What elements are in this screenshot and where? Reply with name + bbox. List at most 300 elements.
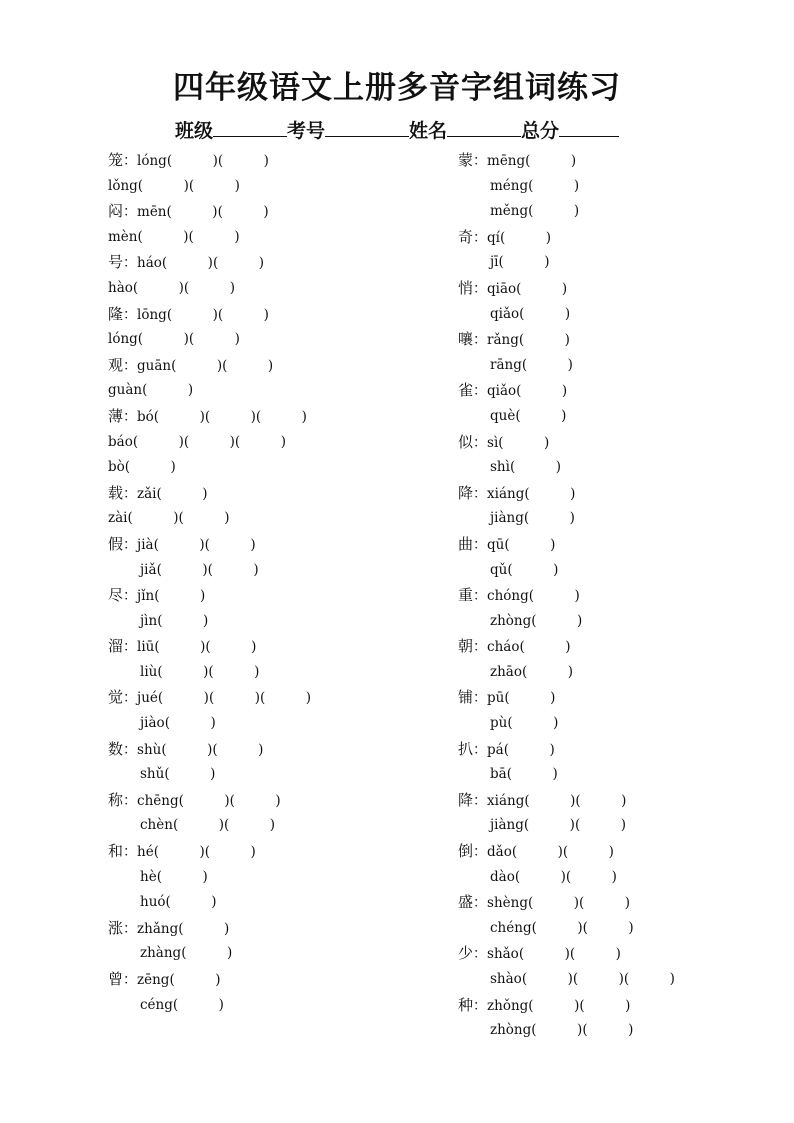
exercise-row [458,506,675,532]
separator: ： [473,741,488,758]
exercise-row [458,276,675,302]
exercise-row [108,813,311,839]
answer-blank[interactable]: ( ) [208,690,260,707]
answer-blank[interactable]: ( ) [498,254,550,271]
exercise-row [108,967,311,993]
pinyin-text: mēn [137,204,167,221]
exercise-row [458,916,675,942]
pinyin-text: hào [108,279,133,296]
answer-blank[interactable]: ( ) [127,510,179,527]
pinyin-text: shù [137,741,162,758]
separator: ： [473,997,488,1014]
pinyin-text: zhāo [490,663,522,680]
polyphone-character: 种 [458,995,474,1014]
pinyin-text: jué [137,690,158,707]
pinyin-text: liū [137,639,155,656]
polyphone-character: 蒙 [458,151,474,169]
polyphone-character: 盛 [458,893,474,912]
pinyin-text: chóng [487,588,529,605]
exercise-row [458,250,675,276]
polyphone-character: 觉 [108,688,124,707]
answer-blank[interactable]: ( ) [229,792,281,809]
exercise-row [108,455,311,481]
answer-blank[interactable]: ( ) [137,331,189,348]
exercise-row [458,583,675,609]
pinyin-text: sì [487,434,499,451]
fill-blank-line[interactable] [447,118,521,137]
separator: ： [123,408,138,425]
pinyin-text: pū [487,690,505,707]
answer-blank[interactable]: ( ) [161,741,213,758]
answer-blank[interactable]: ( ) [565,868,617,885]
answer-blank[interactable]: ( ) [161,255,213,272]
pinyin-text: qiǎo [490,305,520,322]
answer-blank[interactable]: ( ) [499,229,552,246]
pinyin-text: méng [490,177,529,194]
answer-blank[interactable]: ( ) [222,357,274,374]
answer-blank[interactable]: ( ) [154,588,206,605]
polyphone-character: 曾 [108,970,124,988]
polyphone-character: 载 [108,483,124,502]
separator: ： [123,792,138,809]
exercise-row [108,788,311,814]
exercise-row [108,353,311,379]
polyphone-character: 涨 [108,918,124,937]
answer-blank[interactable]: ( ) [212,741,264,758]
exercise-row [458,1018,675,1044]
answer-blank[interactable]: ( ) [217,204,269,221]
separator: ： [123,639,138,656]
answer-blank[interactable]: ( ) [132,433,184,450]
pinyin-text: shǔ [140,766,165,783]
polyphone-character: 数 [108,739,124,758]
pinyin-text: pù [490,715,508,732]
pinyin-text: zhǒng [487,997,529,1014]
pinyin-text: rǎng [487,332,519,349]
answer-blank[interactable]: ( ) [524,485,576,502]
answer-blank[interactable]: ( ) [523,510,575,527]
pinyin-text: dǎo [487,844,512,861]
answer-blank[interactable]: ( ) [582,1022,634,1039]
answer-blank[interactable]: ( ) [204,536,256,553]
separator: ： [123,255,138,272]
pinyin-text: jī [490,254,499,271]
polyphone-character: 嚷 [458,330,474,349]
answer-blank[interactable]: ( ) [572,971,624,987]
pinyin-text: lōng [137,306,167,323]
separator: ： [473,792,488,809]
answer-blank[interactable]: ( ) [224,817,276,834]
answer-blank[interactable]: ( ) [509,459,561,476]
pinyin-text: lǒng [108,177,138,194]
pinyin-text: qí [487,229,500,246]
pinyin-text: zhòng [490,1022,532,1039]
answer-blank[interactable]: ( ) [528,997,580,1014]
separator: ： [473,536,488,553]
answer-blank[interactable]: ( ) [519,639,571,656]
separator: ： [473,690,488,707]
pinyin-text: guàn [108,382,143,399]
separator: ： [123,204,138,221]
pinyin-text: pá [487,741,504,758]
answer-blank[interactable]: ( ) [183,279,235,296]
answer-blank[interactable]: ( ) [183,433,235,450]
pinyin-text: xiáng [487,792,525,809]
answer-blank[interactable]: ( ) [188,228,240,245]
pinyin-text: dào [490,868,515,885]
polyphone-character: 曲 [458,534,474,553]
separator: ： [473,332,488,349]
separator: ： [123,153,138,169]
exercise-row [458,685,675,711]
pinyin-text: chèn [140,817,173,834]
answer-blank[interactable]: ( ) [156,485,208,502]
answer-blank[interactable]: ( ) [514,868,566,885]
exercise-row [108,506,311,532]
polyphone-character: 和 [108,842,124,861]
answer-blank[interactable]: ( ) [579,997,631,1014]
separator: ： [123,357,138,374]
pinyin-text: xiáng [487,485,525,502]
polyphone-character: 假 [108,534,124,553]
answer-blank[interactable]: ( ) [523,817,575,834]
exercise-row [458,404,675,430]
answer-blank[interactable]: ( ) [518,946,570,963]
exercise-row [458,174,675,200]
polyphone-character: 重 [458,586,474,605]
exercise-row [108,583,311,609]
pinyin-text: rāng [490,356,522,373]
exercise-row [458,762,675,788]
answer-blank[interactable]: ( ) [511,844,563,861]
polyphone-character: 闷 [108,202,124,221]
pinyin-text: jiàng [490,817,524,834]
polyphone-character: 尽 [108,586,124,605]
answer-blank[interactable]: ( ) [531,612,583,629]
answer-blank[interactable]: ( ) [156,868,208,885]
answer-blank[interactable]: ( ) [165,894,217,911]
pinyin-text: zhòng [490,612,532,629]
exercise-row [458,634,675,660]
exercise-row [458,430,675,456]
pinyin-text: shǎo [487,946,519,963]
exercise-row [108,276,311,302]
answer-blank[interactable]: ( ) [205,639,257,656]
fill-blank-line[interactable] [559,118,619,137]
pinyin-text: hé [137,844,154,861]
exercise-row [458,839,675,865]
separator: ： [473,895,488,912]
polyphone-character: 称 [108,790,124,809]
pinyin-text: hè [140,868,157,885]
pinyin-text: bò [108,459,125,476]
exercise-row [108,532,311,558]
pinyin-text: háo [137,255,162,272]
separator: ： [123,690,138,707]
separator: ： [123,844,138,861]
pinyin-text: mēng [487,153,526,169]
answer-blank[interactable]: ( ) [528,177,580,194]
answer-blank[interactable]: ( ) [166,306,218,323]
exercise-row [108,378,311,404]
answer-blank[interactable]: ( ) [178,920,230,937]
exercise-row [108,558,311,584]
answer-blank[interactable]: ( ) [208,663,260,680]
answer-blank[interactable]: ( ) [217,153,269,169]
exercise-row [458,967,675,993]
exercise-row [458,353,675,379]
pinyin-text: zēng [137,972,170,988]
exercise-row [108,302,311,328]
exercise-row [458,813,675,839]
answer-blank[interactable]: ( ) [234,433,286,450]
answer-blank[interactable]: ( ) [579,895,631,912]
exercise-row [458,711,675,737]
exercise-row [458,737,675,763]
answer-blank[interactable]: ( ) [172,817,224,834]
pinyin-text: měng [490,203,529,220]
answer-blank[interactable]: ( ) [521,971,573,987]
answer-blank[interactable]: ( ) [188,177,240,194]
exercise-row [108,199,311,225]
exercise-row [108,890,311,916]
answer-blank[interactable]: ( ) [178,510,230,527]
exercise-row [458,455,675,481]
polyphone-character: 降 [458,790,474,809]
pinyin-text: zǎi [137,485,157,502]
answer-blank[interactable]: ( ) [207,561,259,578]
answer-blank[interactable]: ( ) [562,844,614,861]
polyphone-character: 雀 [458,381,474,400]
answer-blank[interactable]: ( ) [569,946,621,963]
exercise-row [108,941,311,967]
answer-blank[interactable]: ( ) [157,690,209,707]
pinyin-text: qiāo [487,280,517,297]
exercise-row [458,378,675,404]
right-column [458,148,675,1044]
answer-blank[interactable]: ( ) [521,356,573,373]
polyphone-character: 号 [108,253,124,272]
separator: ： [473,844,488,861]
separator: ： [473,383,488,400]
answer-blank[interactable]: ( ) [525,153,577,169]
answer-blank[interactable]: ( ) [166,153,218,169]
pinyin-text: jiǎ [140,561,157,578]
answer-blank[interactable]: ( ) [153,844,205,861]
pinyin-text: zài [108,510,128,527]
exercise-row [108,711,311,737]
polyphone-character: 奇 [458,227,474,246]
separator: ： [123,485,138,502]
pinyin-text: qǔ [490,561,508,578]
answer-blank[interactable]: ( ) [518,332,570,349]
exercise-row [108,762,311,788]
answer-blank[interactable]: ( ) [516,383,568,400]
exercise-row [108,685,311,711]
answer-blank[interactable]: ( ) [142,382,194,399]
answer-blank[interactable]: ( ) [255,408,307,425]
polyphone-character: 观 [108,355,124,374]
pinyin-text: céng [140,996,173,1013]
answer-blank[interactable]: ( ) [157,663,209,680]
answer-blank[interactable]: ( ) [212,255,264,272]
answer-blank[interactable]: ( ) [164,766,216,783]
pinyin-text: qū [487,536,505,553]
pinyin-text: jiàng [490,510,524,527]
pinyin-text: jìn [140,612,158,629]
answer-blank[interactable]: ( ) [154,639,206,656]
answer-blank[interactable]: ( ) [519,305,571,322]
answer-blank[interactable]: ( ) [166,204,218,221]
separator: ： [473,153,488,169]
page-title: 四年级语文上册多音字组词练习 [173,70,621,106]
answer-blank[interactable]: ( ) [124,459,176,476]
exercise-row [108,634,311,660]
exercise-row [108,148,311,174]
separator: ： [473,588,488,605]
answer-blank[interactable]: ( ) [507,715,559,732]
answer-blank[interactable]: ( ) [503,741,555,758]
pinyin-text: jià [137,536,154,553]
exercise-row [458,660,675,686]
answer-blank[interactable]: ( ) [153,408,205,425]
answer-blank[interactable]: ( ) [188,331,240,348]
fill-blank-line[interactable] [325,118,409,137]
pinyin-text: lóng [137,153,167,169]
answer-blank[interactable]: ( ) [156,561,208,578]
answer-blank[interactable]: ( ) [516,280,568,297]
polyphone-character: 悄 [458,278,474,297]
exercise-row [458,788,675,814]
pinyin-text: qiǎo [487,383,517,400]
answer-blank[interactable]: ( ) [204,408,256,425]
answer-blank[interactable]: ( ) [504,690,556,707]
exercise-row [108,225,311,251]
answer-blank[interactable]: ( ) [178,792,230,809]
pinyin-text: zhǎng [137,920,179,937]
pinyin-text: huó [140,894,166,911]
answer-blank[interactable]: ( ) [217,306,269,323]
exercise-row [108,609,311,635]
exercise-row [108,916,311,942]
answer-blank[interactable]: ( ) [524,792,576,809]
answer-blank[interactable]: ( ) [515,407,567,424]
field-label: 姓名 [409,120,448,142]
field-label: 总分 [521,120,560,142]
field-label: 考号 [286,120,325,142]
answer-blank[interactable]: ( ) [259,690,312,707]
separator: ： [123,920,138,937]
polyphone-character: 朝 [458,637,474,656]
separator: ： [123,306,138,323]
exercise-row [108,174,311,200]
separator: ： [473,434,488,451]
exercise-row [458,199,675,225]
answer-blank[interactable]: ( ) [531,919,583,936]
exercise-row [458,890,675,916]
separator: ： [123,536,138,553]
answer-blank[interactable]: ( ) [181,945,233,962]
answer-blank[interactable]: ( ) [574,817,626,834]
pinyin-text: báo [108,433,133,450]
separator: ： [473,280,488,297]
answer-blank[interactable]: ( ) [528,203,580,220]
exercise-row [108,327,311,353]
answer-blank[interactable]: ( ) [171,357,223,374]
answer-blank[interactable]: ( ) [137,228,189,245]
pinyin-text: shì [490,459,510,476]
exercise-row [108,865,311,891]
polyphone-character: 铺 [458,688,474,707]
answer-blank[interactable]: ( ) [169,972,221,988]
answer-blank[interactable]: ( ) [132,279,184,296]
pinyin-text: mèn [108,228,138,245]
pinyin-text: zhàng [140,945,182,962]
student-info-line [0,116,794,143]
answer-blank[interactable]: ( ) [204,844,256,861]
pinyin-text: shào [490,971,522,987]
separator: ： [123,588,138,605]
separator: ： [123,972,138,988]
answer-blank[interactable]: ( ) [153,536,205,553]
pinyin-text: què [490,407,516,424]
pinyin-text: bó [137,408,154,425]
polyphone-character: 薄 [108,406,124,425]
answer-blank[interactable]: ( ) [157,612,209,629]
exercise-row [458,532,675,558]
answer-blank[interactable]: ( ) [507,561,559,578]
answer-blank[interactable]: ( ) [504,536,556,553]
separator: ： [123,741,138,758]
pinyin-text: lóng [108,331,138,348]
answer-blank[interactable]: ( ) [527,895,580,912]
exercise-row [108,737,311,763]
polyphone-character: 隆 [108,304,124,323]
answer-blank[interactable]: ( ) [623,971,675,987]
exercise-row [108,839,311,865]
exercise-row [458,558,675,584]
exercise-row [108,660,311,686]
answer-blank[interactable]: ( ) [506,766,558,783]
pinyin-text: jǐn [137,588,155,605]
answer-blank[interactable]: ( ) [531,1022,583,1039]
answer-blank[interactable]: ( ) [582,919,634,936]
exercise-row [458,481,675,507]
exercise-row [458,302,675,328]
answer-blank[interactable]: ( ) [521,663,574,680]
pinyin-text: liù [140,663,158,680]
answer-blank[interactable]: ( ) [137,177,189,194]
pinyin-text: bā [490,766,507,783]
separator: ： [473,639,488,656]
exercise-row [458,993,675,1019]
fill-blank-line[interactable] [213,118,287,137]
pinyin-text: chéng [490,919,532,936]
exercise-row [108,404,311,430]
answer-blank[interactable]: ( ) [575,792,627,809]
exercise-row [458,865,675,891]
answer-blank[interactable]: ( ) [498,434,550,451]
separator: ： [473,946,488,963]
pinyin-text: jiào [140,715,165,732]
pinyin-text: guān [137,357,172,374]
answer-blank[interactable]: ( ) [172,996,224,1013]
separator: ： [473,229,488,246]
exercise-row [108,993,311,1019]
answer-blank[interactable]: ( ) [164,715,216,732]
separator: ： [473,485,488,502]
answer-blank[interactable]: ( ) [528,588,580,605]
